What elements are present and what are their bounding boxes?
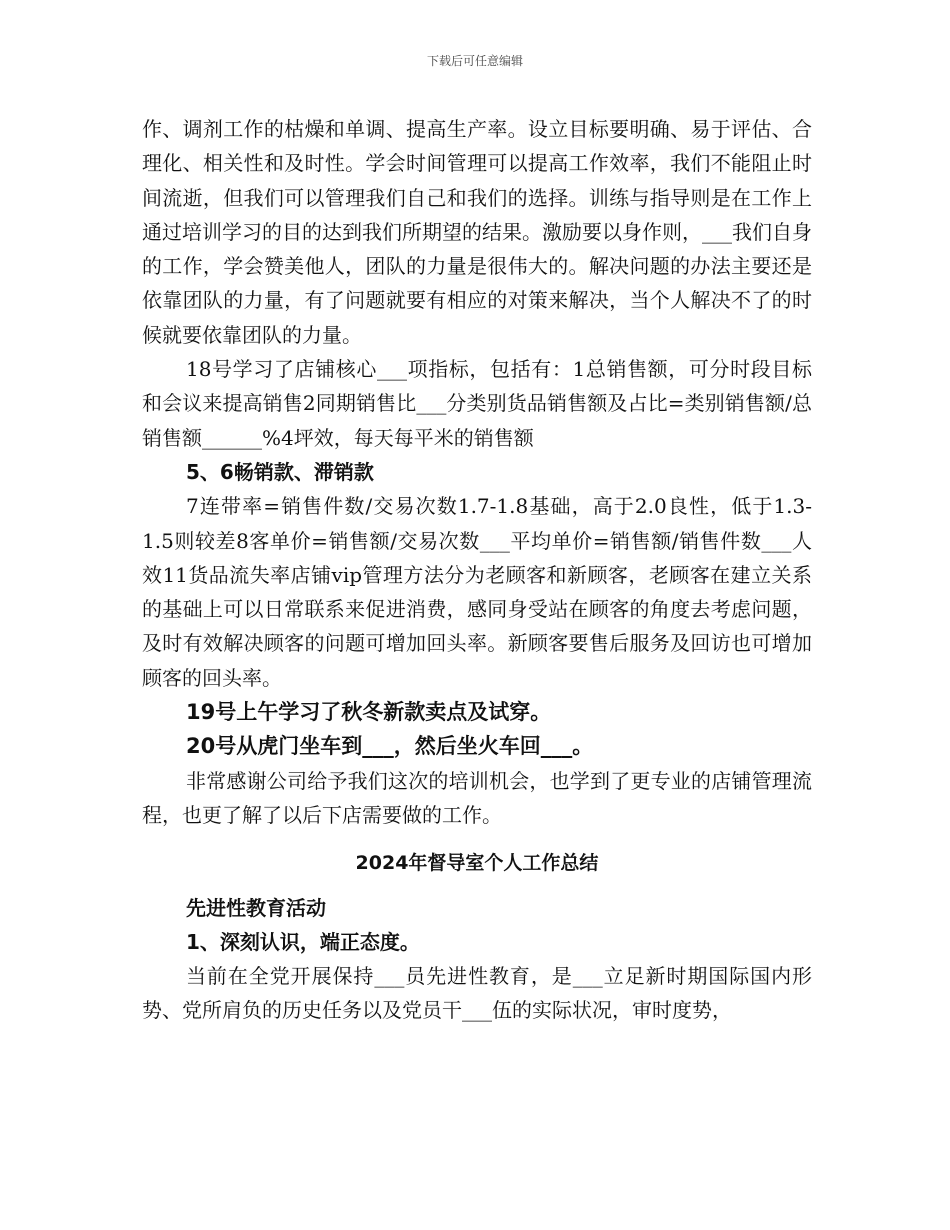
paragraph-day-20: 20号从虎门坐车到___，然后坐火车回___。 (186, 734, 594, 759)
paragraph-metrics: 7连带率=销售件数/交易次数1.7-1.8基础，高于2.0良性，低于1.3-1.5则较差8客单价=销售额/交易次数___平均单价=销售额/销售件数___人效11货品流失率店铺vip管理方法分为老顾客和新顾客，老顾客在建立关系的基础上可以日常联系来促进消费，感同身受站在顾客的角度去考虑问题，及时有效解决顾客的问题可增加回头率。新顾客要售后服务及回访也可增加顾客的回头率。 (142, 494, 812, 690)
paragraph-store-kpi: 18号学习了店铺核心___项指标，包括有：1总销售额，可分时段目标和会议来提高销售2同期销售比___分类别货品销售额及占比=类别销售额/总销售额______%4坪效，每天每平米的销售额 (142, 357, 812, 450)
paragraph-party-education: 当前在全党开展保持___员先进性教育，是___立足新时期国际国内形势、党所肩负的历史任务以及党员干___伍的实际状况，审时度势， (142, 964, 812, 1023)
paragraph-day-19: 19号上午学习了秋冬新款卖点及试穿。 (186, 700, 552, 725)
page-header: 下载后可任意编辑 (426, 54, 523, 68)
document-body (142, 112, 812, 1028)
paragraph-thanks: 非常感谢公司给予我们这次的培训机会，也学到了更专业的店铺管理流程，也更了解了以后下店需要做的工作。 (142, 768, 812, 827)
paragraph-bestsellers: 5、6畅销款、滞销款 (186, 459, 374, 484)
section-title: 2024年督导室个人工作总结 (355, 852, 599, 875)
subheading-education: 先进性教育活动 (186, 895, 326, 920)
paragraph-training-summary: 作、调剂工作的枯燥和单调、提高生产率。设立目标要明确、易于评估、合理化、相关性和及时性。学会时间管理可以提高工作效率，我们不能阻止时间流逝，但我们可以管理我们自己和我们的选择。训练与指导则是在工作上通过培训学习的目的达到我们所期望的结果。激励要以身作则，___我们自身的工作，学会赞美他人，团队的力量是很伟大的。解决问题的办法主要还是依靠团队的力量，有了问题就要有相应的对策来解决，当个人解决不了的时候就要依靠团队的力量。 (142, 117, 812, 347)
subheading-attitude: 1、深刻认识，端正态度。 (186, 929, 420, 954)
